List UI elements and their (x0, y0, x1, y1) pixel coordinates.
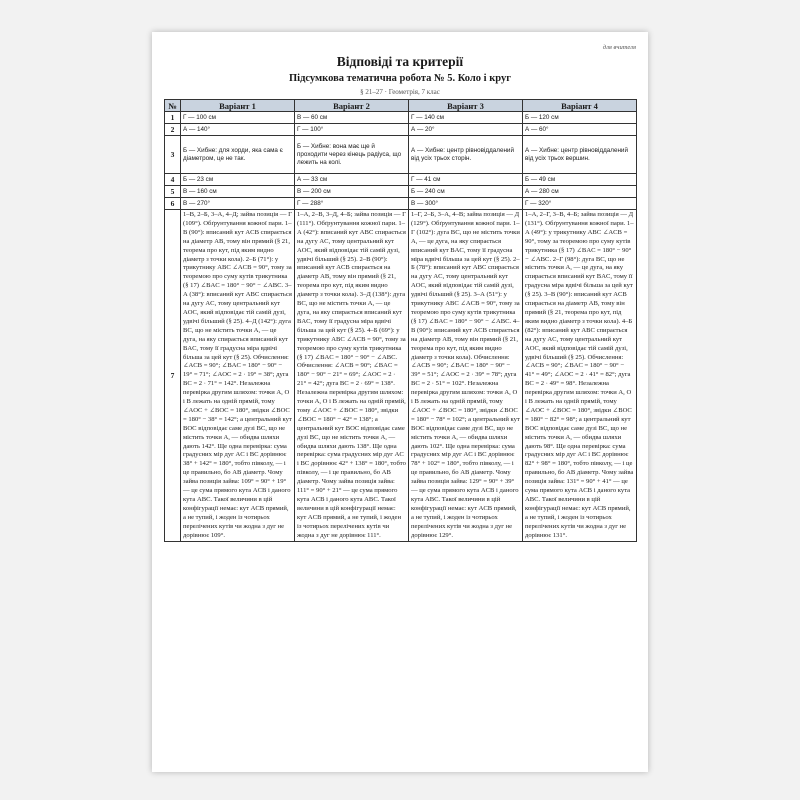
answer-cell: А — Хибне: центр рівновіддалений від усіх трьох сторін. (409, 136, 523, 174)
table-row (165, 136, 637, 174)
table-row (165, 210, 637, 542)
answer-cell: А — 20° (409, 124, 523, 136)
teacher-note: для вчителя (602, 44, 636, 51)
answer-cell: Б — 240 см (409, 186, 523, 198)
answer-cell: Г — 140 см (409, 112, 523, 124)
table-row (165, 124, 637, 136)
answer-cell: 1–Г, 2–Б, 3–А, 4–В; зайва позиція — Д (129°). Обґрунтування кожної пари. 1–Г (102°): дуга BC, що не містить точки A, — це дуга, на яку спирається вписаний кут BAC, тому її градусна міра вдвічі більша за цей кут (§ 25). 2–Б (78°): вписаний кут ABC спирається на дугу AC, тому центральний кут AOC, який відповідає тій самій дузі, удвічі більший (§ 25). 3–А (51°): у трикутнику ABC ∠ACB = 90°, тому за теоремою про суму кутів трикутника (§ 17) ∠BAC = 180° − 90° − ∠ABC. 4–В (90°): вписаний кут ACB спирається на діаметр AB, тому він прямий (§ 21, теорема про кут, під яким видно діаметр з точки кола). Обчислення: ∠ACB = 90°; ∠BAC = 180° − 90° − 39° = 51°; ∠AOC = 2 · 39° = 78°; дуга BC = 2 · 51° = 102°. Незалежна перевірка другим шляхом: точки A, O і B лежать на одній прямій, тому ∠AOC + ∠BOC = 180°, звідки ∠BOC = 180° − 78° = 102°; а центральний кут BOC відповідає саме дузі BC, що не містить точки A, — обидва шляхи дають 102°. Ще одна перевірка: сума градусних мір дуг AC і BC дорівнює 78° + 102° = 180°, тобто півколу, — і це правильно, бо AB діаметр. Чому зайва позиція зайва: 129° = 90° + 39° — це сума прямого кута ACB і даного кута ABC. Такої величини в цій конфігурації немає: кут ACB прямий, а не тупий, і жоден із чотирьох перелічених кутів чи жодна з дуг не дорівнює 129°. (409, 210, 523, 542)
answer-cell: Г — 100° (295, 124, 409, 136)
answer-sheet (152, 32, 648, 772)
header-variant-4: Варіант 4 (523, 100, 637, 112)
answer-cell: А — 140° (181, 124, 295, 136)
answer-cell: 1–А, 2–Г, 3–В, 4–Б; зайва позиція — Д (131°). Обґрунтування кожної пари. 1–А (49°): у трикутнику ABC ∠ACB = 90°, тому за теоремою про суму кутів трикутника (§ 17) ∠BAC = 180° − 90° − ∠ABC. 2–Г (98°): дуга BC, що не містить точки A, — це дуга, на яку спирається вписаний кут BAC, тому її градусна міра вдвічі більша за цей кут (§ 25). 3–В (90°): вписаний кут ACB спирається на діаметр AB, тому він прямий (§ 21, теорема про кут, під яким видно діаметр з точки кола). 4–Б (82°): вписаний кут ABC спирається на дугу AC, тому центральний кут AOC, який відповідає тій самій дузі, удвічі більший (§ 25). Обчислення: ∠ACB = 90°; ∠BAC = 180° − 90° − 41° = 49°; ∠AOC = 2 · 41° = 82°; дуга BC = 2 · 49° = 98°. Незалежна перевірка другим шляхом: точки A, O і B лежать на одній прямій, тому ∠AOC + ∠BOC = 180°, звідки ∠BOC = 180° − 82° = 98°; а центральний кут BOC відповідає саме дузі BC, що не містить точки A, — обидва шляхи дають 98°. Ще одна перевірка: сума градусних мір дуг AC і BC дорівнює 82° + 98° = 180°, тобто півколу, — і це правильно, бо AB діаметр. Чому зайва позиція зайва: 131° = 90° + 41° — це сума прямого кута ACB і даного кута ABC. Такої величини в цій конфігурації немає: кут ACB прямий, а не тупий, і жоден із чотирьох перелічених кутів чи жодна з дуг не дорівнює 131°. (523, 210, 637, 542)
answer-cell: Б — Хибне: вона має ще й проходити через кінець радіуса, що лежить на колі. (295, 136, 409, 174)
answer-cell: В — 60 см (295, 112, 409, 124)
answer-cell: Б — 120 см (523, 112, 637, 124)
answer-cell: А — 60° (523, 124, 637, 136)
header-variant-2: Варіант 2 (295, 100, 409, 112)
row-number: 7 (165, 210, 181, 542)
answer-cell: А — 33 см (295, 174, 409, 186)
answer-cell: 1–В, 2–Б, 3–А, 4–Д; зайва позиція — Г (109°). Обґрунтування кожної пари. 1–В (90°): вписаний кут ACB спирається на діаметр AB, тому він прямий (§ 21, теорема про кут, під яким видно діаметр з точки кола). 2–Б (71°): у трикутнику ABC ∠ACB = 90°, тому за теоремою про суму кутів трикутника (§ 17) ∠BAC = 180° − 90° − ∠ABC. 3–А (38°): вписаний кут ABC спирається на дугу AC, тому центральний кут AOC, який відповідає тій самій дузі, удвічі більший (§ 25). 4–Д (142°): дуга BC, що не містить точки A, — це дуга, на яку спирається вписаний кут BAC, тому її градусна міра вдвічі більша за цей кут (§ 25). Обчислення: ∠ACB = 90°; ∠BAC = 180° − 90° − 19° = 71°; ∠AOC = 2 · 19° = 38°; дуга BC = 2 · 71° = 142°. Незалежна перевірка другим шляхом: точки A, O і B лежать на одній прямій, тому ∠AOC + ∠BOC = 180°, звідки ∠BOC = 180° − 38° = 142°; а центральний кут BOC відповідає саме дузі BC, що не містить точки A, — обидва шляхи дають 142°. Ще одна перевірка: сума градусних мір дуг AC і BC дорівнює 38° + 142° = 180°, тобто півколу, — і це правильно, бо AB діаметр. Чому зайва позиція зайва: 109° = 90° + 19° — це сума прямого кута ACB і даного кута ABC. Такої величини в цій конфігурації немає: кут ACB прямий, а не тупий, і жоден із чотирьох перелічених кутів чи жодна з дуг не дорівнює 109°. (181, 210, 295, 542)
header-number: № (165, 100, 181, 112)
table-row (165, 174, 637, 186)
table-row (165, 186, 637, 198)
row-number: 1 (165, 112, 181, 124)
answer-cell: В — 270° (181, 198, 295, 210)
table-row (165, 198, 637, 210)
answer-cell: Г — 288° (295, 198, 409, 210)
topic-line: § 21–27 · Геометрія, 7 клас (360, 88, 440, 96)
page-subtitle: Підсумкова тематична робота № 5. Коло і круг (289, 73, 511, 84)
answer-cell: В — 200 см (295, 186, 409, 198)
answer-cell: Г — 100 см (181, 112, 295, 124)
row-number: 5 (165, 186, 181, 198)
row-number: 6 (165, 198, 181, 210)
page-title: Відповіді та критерії (336, 54, 464, 69)
answer-cell: Б — 49 см (523, 174, 637, 186)
answer-cell: А — Хибне: центр рівновіддалений від усіх трьох вершин. (523, 136, 637, 174)
answer-cell: 1–А, 2–В, 3–Д, 4–Б; зайва позиція — Г (111°). Обґрунтування кожної пари. 1–А (42°): вписаний кут ABC спирається на дугу AC, тому центральний кут AOC, який відповідає тій самій дузі, удвічі більший (§ 25). 2–В (90°): вписаний кут ACB спирається на діаметр AB, тому він прямий (§ 21, теорема про кут, під яким видно діаметр з точки кола). 3–Д (138°): дуга BC, що не містить точки A, — це дуга, на яку спирається вписаний кут BAC, тому її градусна міра вдвічі більша за цей кут (§ 25). 4–Б (69°): у трикутнику ABC ∠ACB = 90°, тому за теоремою про суму кутів трикутника (§ 17) ∠BAC = 180° − 90° − ∠ABC. Обчислення: ∠ACB = 90°; ∠BAC = 180° − 90° − 21° = 69°; ∠AOC = 2 · 21° = 42°; дуга BC = 2 · 69° = 138°. Незалежна перевірка другим шляхом: точки A, O і B лежать на одній прямій, тому ∠AOC + ∠BOC = 180°, звідки ∠BOC = 180° − 42° = 138°; а центральний кут BOC відповідає саме дузі BC, що не містить точки A, — обидва шляхи дають 138°. Ще одна перевірка: сума градусних мір дуг AC і BC дорівнює 42° + 138° = 180°, тобто півколу, — і це правильно, бо AB діаметр. Чому зайва позиція зайва: 111° = 90° + 21° — це сума прямого кута ACB і даного кута ABC. Такої величини в цій конфігурації немає: кут ACB прямий, а не тупий, і жоден із чотирьох перелічених кутів чи жодна з дуг не дорівнює 111°. (295, 210, 409, 542)
row-number: 3 (165, 136, 181, 174)
answer-cell: А — 280 см (523, 186, 637, 198)
row-number: 4 (165, 174, 181, 186)
answer-cell: Б — 23 см (181, 174, 295, 186)
answers-table (164, 99, 637, 542)
answer-cell: Г — 320° (523, 198, 637, 210)
row-number: 2 (165, 124, 181, 136)
answer-cell: Б — Хибне: для хорди, яка сама є діаметром, це не так. (181, 136, 295, 174)
answer-cell: В — 300° (409, 198, 523, 210)
answer-cell: В — 160 см (181, 186, 295, 198)
answer-cell: Г — 41 см (409, 174, 523, 186)
table-row (165, 112, 637, 124)
table-header-row (165, 100, 637, 112)
header-variant-1: Варіант 1 (181, 100, 295, 112)
header-variant-3: Варіант 3 (409, 100, 523, 112)
